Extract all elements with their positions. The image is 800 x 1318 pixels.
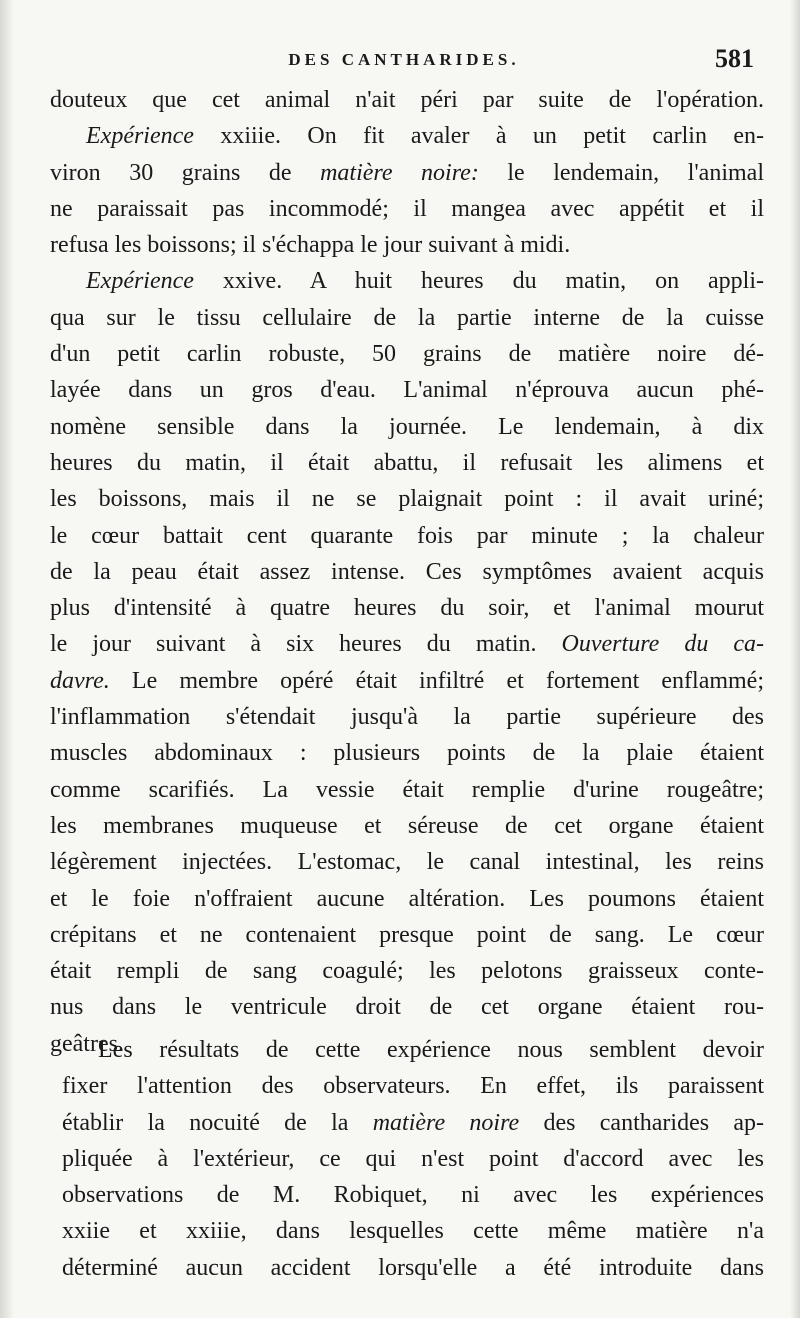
italic-run: Ouverture du ca- (561, 631, 765, 658)
italic-run: Expérience (86, 123, 194, 150)
text-line: heures du matin, il était abattu, il refusait les alimens et (50, 449, 764, 476)
italic-run: matière noire: (320, 159, 479, 186)
text-line: comme scarifiés. La vessie était remplie d'urine rougeâtre; (50, 776, 764, 803)
text-line: Expérience xxiiie. On fit avaler à un petit carlin en- (86, 123, 764, 150)
text-line: davre. Le membre opéré était infiltré et fortement enflammé; (50, 667, 764, 694)
text-line: xxiie et xxiiie, dans lesquelles cette même matière n'a (62, 1218, 764, 1245)
text-line: nus dans le ventricule droit de cet organe étaient rou- (50, 994, 764, 1021)
text-line: Les résultats de cette expérience nous semblent devoir (98, 1037, 764, 1063)
italic-run: Expérience (86, 268, 194, 295)
italic-run: davre. (50, 667, 110, 694)
text-line: viron 30 grains de matière noire: le lendemain, l'animal (50, 159, 764, 186)
text-line: et le foie n'offraient aucune altération. Les poumons étaient (50, 885, 764, 912)
text-line: fixer l'attention des observateurs. En effet, ils paraissent (62, 1073, 764, 1100)
text-line: pliquée à l'extérieur, ce qui n'est point d'accord avec les (62, 1145, 764, 1172)
text-line: d'un petit carlin robuste, 50 grains de matière noire dé- (50, 341, 764, 368)
body-text-conclusion (62, 1032, 764, 1286)
text-line: observations de M. Robiquet, ni avec les expériences (62, 1182, 764, 1209)
text-line: de la peau était assez intense. Ces symptômes avaient acquis (50, 558, 764, 585)
text-line: était rempli de sang coagulé; les pelotons graisseux conte- (50, 958, 764, 985)
text-line: ne paraissait pas incommodé; il mangea avec appétit et il (50, 195, 764, 222)
italic-run: matière noire (372, 1109, 520, 1136)
text-line: déterminé aucun accident lorsqu'elle a été introduite dans (62, 1254, 764, 1281)
text-line: légèrement injectées. L'estomac, le canal intestinal, les reins (50, 849, 764, 876)
text-line: layée dans un gros d'eau. L'animal n'éprouva aucun phé- (50, 377, 764, 404)
text-line: nomène sensible dans la journée. Le lendemain, à dix (50, 413, 764, 440)
text-line: geâtres. (50, 1030, 124, 1057)
text-line: Expérience xxive. A huit heures du matin, on appli- (86, 268, 764, 295)
running-title: DES CANTHARIDES. (288, 50, 520, 69)
text-line: établir la nocuité de la matière noire des cantharides ap- (62, 1109, 764, 1136)
text-line: plus d'intensité à quatre heures du soir, et l'animal mourut (50, 595, 764, 622)
text-line: qua sur le tissu cellulaire de la partie interne de la cuisse (50, 304, 764, 331)
body-text-paragraphs (50, 82, 764, 1062)
text-line: refusa les boissons; il s'échappa le jour suivant à midi. (50, 232, 571, 259)
text-line: l'inflammation s'étendait jusqu'à la partie supérieure des (50, 704, 764, 731)
text-line: les boissons, mais il ne se plaignait point : il avait uriné; (50, 486, 764, 513)
text-line: crépitans et ne contenaient presque point de sang. Le cœur (50, 921, 764, 948)
text-line: douteux que cet animal n'ait péri par suite de l'opération. (50, 87, 764, 113)
page-number: 581 (715, 44, 754, 73)
text-line: le cœur battait cent quarante fois par minute ; la chaleur (50, 522, 764, 549)
text-line: le jour suivant à six heures du matin. Ouverture du ca- (50, 631, 765, 658)
text-line: muscles abdominaux : plusieurs points de la plaie étaient (50, 740, 764, 767)
text-line: les membranes muqueuse et séreuse de cet organe étaient (50, 812, 764, 839)
running-head (48, 44, 760, 84)
